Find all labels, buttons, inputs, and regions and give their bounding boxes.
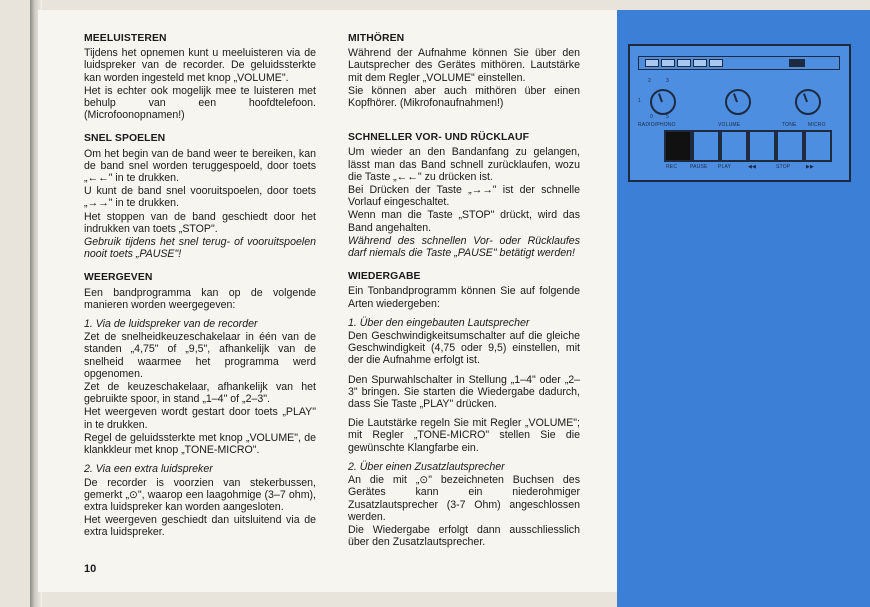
tone-micro-knob xyxy=(795,89,821,115)
weergeven-paragraph-5: Regel de geluidssterkte met knop „VOLUME", de klankkleur met knop „TONE-MICRO". xyxy=(84,431,316,457)
snel-paragraph-3: Het stoppen van de band geschiedt door het indrukken van toets „STOP". xyxy=(84,210,316,235)
play-key xyxy=(720,130,748,162)
level-meter xyxy=(638,56,840,70)
weergeven-intro: Een bandprogramma kan op de volgende manieren worden weergegeven: xyxy=(84,286,316,311)
pause-key xyxy=(692,130,720,162)
rec-key xyxy=(664,130,692,162)
wiedergabe-heading: WIEDERGABE xyxy=(348,271,421,283)
wiedergabe-intro: Ein Tonbandprogramm können Sie auf folgende Arten wiedergeben: xyxy=(348,285,580,310)
mithoren-paragraph-1: Während der Aufnahme können Sie über den Lautsprecher des Gerätes mithören. Lautstärke mit dem Regler „VOLUME" einstellen. xyxy=(348,47,580,84)
mithoren-paragraph-2: Sie können aber auch mithören über einen Kopfhörer. (Mikrofonaufnahmen!) xyxy=(348,84,580,110)
right-column xyxy=(348,33,580,549)
recorder-control-panel-illustration: 2 3 1 0 5 RADIO/PHONO VOLUME TONE MICRO REC PAUSE PLAY ◀◀ STOP ▶▶ xyxy=(628,44,851,182)
radio-phono-knob xyxy=(650,89,676,115)
meeluisteren-paragraph-2: Het is echter ook mogelijk mee te luisteren met behulp van een hoofdtelefoon. (Microfoonopnamen!) xyxy=(84,84,316,122)
weergeven-sub-1: 1. Via de luidspreker van de recorder xyxy=(84,318,258,331)
weergeven-paragraph-6: De recorder is voorzien van stekerbussen, gemerkt „⊙", waarop een laagohmige (3–7 ohm), extra luidspreker kan worden aangesloten. xyxy=(84,476,316,513)
schneller-paragraph-1: Um wieder an den Bandanfang zu gelangen, lässt man das Band schnell zurücklaufen, wozu die Taste „←←" zu drücken ist. xyxy=(348,146,580,183)
schneller-paragraph-2: Bei Drücken der Taste „→→" ist der schnelle Vorlauf eingeschaltet. xyxy=(348,184,580,209)
schneller-paragraph-3: Wenn man die Taste „STOP" drückt, wird das Band angehalten. xyxy=(348,209,580,234)
weergeven-sub-2: 2. Via een extra luidspreker xyxy=(84,463,213,476)
wiedergabe-paragraph-6: Die Wiedergabe erfolgt dann ausschliesslich über den Zusatzlautsprecher. xyxy=(348,523,580,549)
meeluisteren-paragraph-1: Tijdens het opnemen kunt u meeluisteren via de luidspreker van de recorder. De geluidssterkte kan worden ingesteld met knop „VOLUME". xyxy=(84,47,316,84)
wiedergabe-paragraph-4: Die Lautstärke regeln Sie mit Regler „VOLUME"; mit Regler „TONE-MICRO" stellen Sie die gewünschte Klangfarbe ein. xyxy=(348,417,580,454)
left-column xyxy=(84,33,316,540)
wiedergabe-sub-1: 1. Über den eingebauten Lautsprecher xyxy=(348,316,530,329)
weergeven-paragraph-3: Zet de keuzeschakelaar, afhankelijk van het gebruikte spoor, in stand „1–4" of „2–3". xyxy=(84,381,316,406)
weergeven-paragraph-2: Zet de snelheidkeuzeschakelaar in één van de standen „4,75" of „9,5", afhankelijk van de snelheid waarmee het programma werd opgenomen. xyxy=(84,331,316,380)
mithoren-heading: MITHÖREN xyxy=(348,33,405,44)
rewind-key xyxy=(748,130,776,162)
schneller-heading: SCHNELLER VOR- UND RÜCKLAUF xyxy=(348,132,530,144)
snel-paragraph-1: Om het begin van de band weer te bereiken, kan de band snel worden teruggespoeld, door toets „←←" in te drukken. xyxy=(84,147,316,185)
weergeven-heading: WEERGEVEN xyxy=(84,272,153,284)
wiedergabe-sub-2: 2. Über einen Zusatzlautsprecher xyxy=(348,460,505,473)
wiedergabe-paragraph-5: An die mit „⊙" bezeichneten Buchsen des Gerätes kann ein niederohmiger Zusatzlautsprecher (3-7 Ohm) angeschlossen werden. xyxy=(348,474,580,523)
page-number: 10 xyxy=(84,563,97,575)
meeluisteren-heading: MEELUISTEREN xyxy=(84,33,167,44)
fast-forward-key xyxy=(804,130,832,162)
snel-warning: Gebruik tijdens het snel terug- of vooruitspoelen nooit toets „PAUSE"! xyxy=(84,236,316,261)
wiedergabe-paragraph-3: Den Spurwahlschalter in Stellung „1–4" oder „2–3" bringen. Sie starten die Wiedergabe dadurch, dass Sie Taste „PLAY" drücken. xyxy=(348,373,580,411)
weergeven-paragraph-7: Het weergeven geschiedt dan uitsluitend via de extra luidspreker. xyxy=(84,514,316,539)
snel-spoelen-heading: SNEL SPOELEN xyxy=(84,133,166,145)
stop-key xyxy=(776,130,804,162)
schneller-warning: Während des schnellen Vor- oder Rücklaufes darf niemals die Taste „PAUSE" betätigt werden! xyxy=(348,234,580,260)
weergeven-paragraph-4: Het weergeven wordt gestart door toets „PLAY" in te drukken. xyxy=(84,406,316,431)
transport-keys xyxy=(664,130,844,160)
wiedergabe-paragraph-2: Den Geschwindigkeitsumschalter auf die gleiche Geschwindigkeit (4,75 oder 9,5) einstellen, mit der die Aufnahme erfolgt ist. xyxy=(348,330,580,367)
volume-knob xyxy=(725,89,751,115)
snel-paragraph-2: U kunt de band snel vooruitspoelen, door toets „→→" in te drukken. xyxy=(84,185,316,210)
